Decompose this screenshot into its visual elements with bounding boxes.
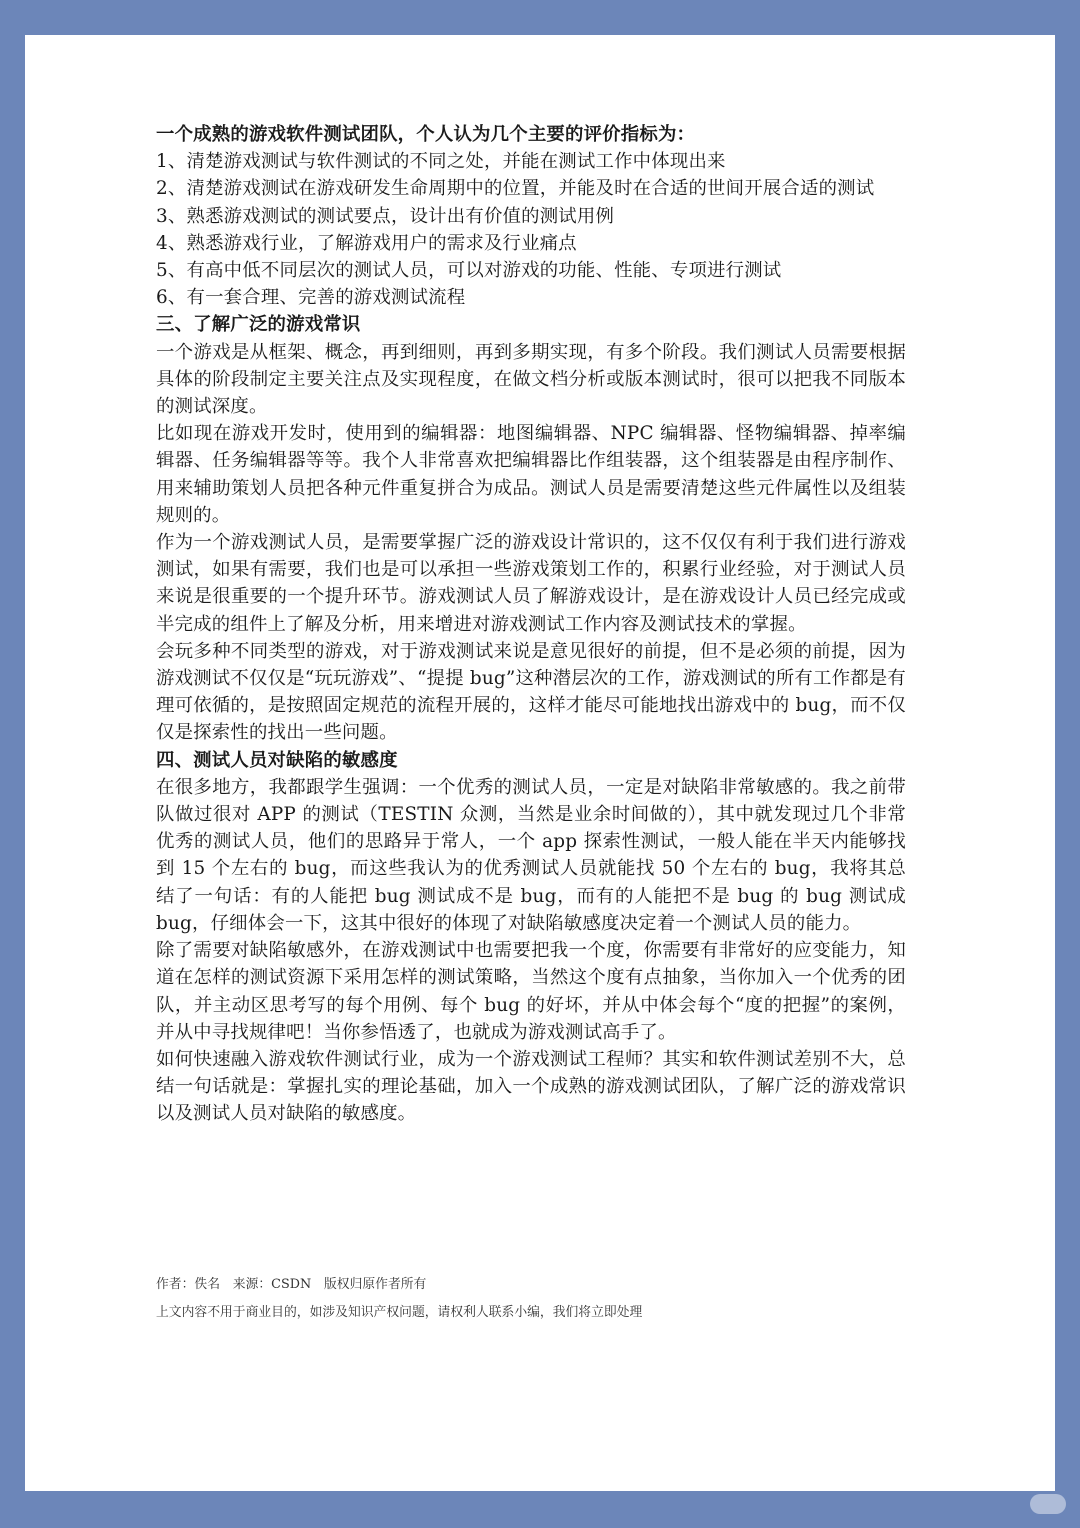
section-4-paragraph: 如何快速融入游戏软件测试行业，成为一个游戏测试工程师？其实和软件测试差别不大，总结一句话就是：掌握扎实的理论基础，加入一个成熟的游戏测试团队，了解广泛的游戏常识以及测试人员对缺陷的敏感度。 bbox=[156, 1048, 906, 1125]
criteria-item: 6、有一套合理、完善的游戏测试流程 bbox=[156, 287, 466, 309]
section-3-paragraph: 比如现在游戏开发时，使用到的编辑器：地图编辑器、NPC 编辑器、怪物编辑器、掉率编辑器、任务编辑器等等。我个人非常喜欢把编辑器比作组装器，这个组装器是由程序制作、用来辅助策划人员把各种元件重复拼合为成品。测试人员是需要清楚这些元件属性以及组装规则的。 bbox=[156, 423, 906, 526]
footer-disclaimer: 上文内容不用于商业目的，如涉及知识产权问题，请权利人联系小编，我们将立即处理 bbox=[156, 1305, 643, 1320]
section-4-paragraph: 除了需要对缺陷敏感外，在游戏测试中也需要把我一个度，你需要有非常好的应变能力，知道在怎样的测试资源下采用怎样的测试策略，当然这个度有点抽象，当你加入一个优秀的团队，并主动区思考写的每个用例、每个 bug 的好坏，并从中体会每个“度的把握”的案例，并从中寻找规律吧！当你参悟透了，也就成为游戏测试高手了。 bbox=[156, 940, 906, 1043]
section-3-paragraph: 会玩多种不同类型的游戏，对于游戏测试来说是意见很好的前提，但不是必须的前提，因为游戏测试不仅仅是“玩玩游戏”、“提提 bug”这种潜层次的工作，游戏测试的所有工作都是有理可依循的，是按照固定规范的流程开展的，这样才能尽可能地找出游戏中的 bug，而不仅仅是探索性的找出一些问题。 bbox=[156, 640, 906, 744]
criteria-item: 3、熟悉游戏测试的测试要点，设计出有价值的测试用例 bbox=[156, 205, 615, 227]
criteria-item: 2、清楚游戏测试在游戏研发生命周期中的位置，并能及时在合适的世间开展合适的测试 bbox=[156, 178, 875, 200]
watermark-badge bbox=[1030, 1494, 1066, 1514]
article-body bbox=[156, 121, 906, 1128]
section-3-paragraph: 一个游戏是从框架、概念，再到细则，再到多期实现，有多个阶段。我们测试人员需要根据具体的阶段制定主要关注点及实现程度，在做文档分析或版本测试时，很可以把我不同版本的测试深度。 bbox=[156, 341, 906, 418]
section-4-paragraph: 在很多地方，我都跟学生强调：一个优秀的测试人员，一定是对缺陷非常敏感的。我之前带队做过很对 APP 的测试（TESTIN 众测，当然是业余时间做的），其中就发现过几个非常优秀的测试人员，他们的思路异于常人，一个 app 探索性测试，一般人能在半天内能够找到 15 个左右的 bug，而这些我认为的优秀测试人员就能找 50 个左右的 bug，我将其总结了一句话：有的人能把 bug 测试成不是 bug，而有的人能把不是 bug 的 bug 测试成 bug，仔细体会一下，这其中很好的体现了对缺陷敏感度决定着一个测试人员的能力。 bbox=[156, 776, 906, 934]
footer bbox=[156, 1271, 916, 1327]
criteria-item: 4、熟悉游戏行业，了解游戏用户的需求及行业痛点 bbox=[156, 232, 577, 254]
footer-credit: 作者：佚名 来源：CSDN 版权归原作者所有 bbox=[156, 1277, 427, 1292]
team-criteria-heading: 一个成熟的游戏软件测试团队，个人认为几个主要的评价指标为： bbox=[156, 124, 696, 145]
section-4-heading: 四、测试人员对缺陷的敏感度 bbox=[156, 749, 398, 771]
section-3-heading: 三、了解广泛的游戏常识 bbox=[156, 314, 361, 336]
criteria-item: 5、有高中低不同层次的测试人员，可以对游戏的功能、性能、专项进行测试 bbox=[156, 260, 782, 282]
section-3-paragraph: 作为一个游戏测试人员，是需要掌握广泛的游戏设计常识的，这不仅仅有利于我们进行游戏测试，如果有需要，我们也是可以承担一些游戏策划工作的，积累行业经验，对于测试人员来说是很重要的一个提升环节。游戏测试人员了解游戏设计，是在游戏设计人员已经完成或半完成的组件上了解及分析，用来增进对游戏测试工作内容及测试技术的掌握。 bbox=[156, 532, 906, 635]
criteria-item: 1、清楚游戏测试与软件测试的不同之处，并能在测试工作中体现出来 bbox=[156, 151, 726, 173]
